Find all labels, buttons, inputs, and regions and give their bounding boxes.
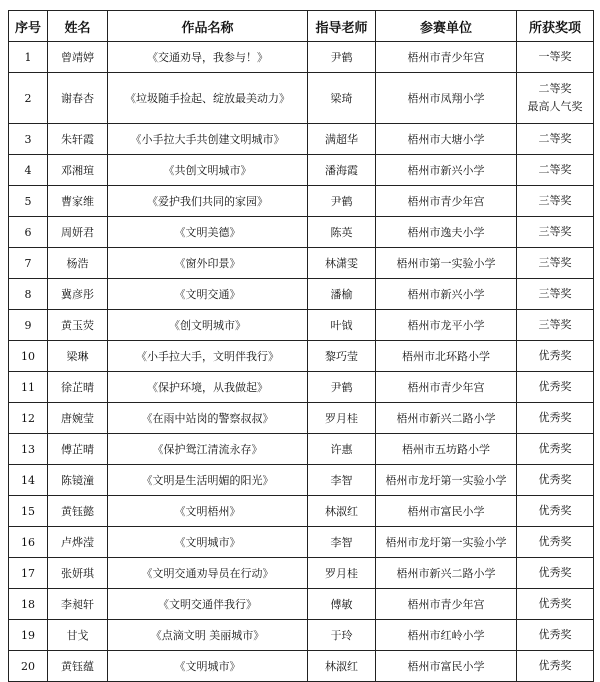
cell-name: 冀彦彤 (48, 279, 108, 310)
table-header (9, 11, 594, 42)
header-number: 序号 (9, 11, 48, 42)
cell-work-title: 《保护鸳江清流永存》 (108, 434, 308, 465)
award-label: 优秀奖 (538, 535, 572, 548)
cell-name: 朱轩霞 (48, 124, 108, 155)
cell-unit: 梧州市青少年宫 (376, 186, 517, 217)
cell-work-title: 《交通劝导，我参与！》 (108, 42, 308, 73)
cell-award (517, 73, 594, 124)
cell-unit: 梧州市北环路小学 (376, 341, 517, 372)
award-label: 优秀奖 (538, 659, 572, 672)
cell-work-title: 《文明美德》 (108, 217, 308, 248)
cell-work-title: 《创文明城市》 (108, 310, 308, 341)
cell-number: 6 (9, 217, 48, 248)
cell-number: 20 (9, 651, 48, 682)
cell-teacher: 尹鹤 (308, 186, 376, 217)
cell-number: 1 (9, 42, 48, 73)
cell-number: 17 (9, 558, 48, 589)
cell-unit: 梧州市第一实验小学 (376, 248, 517, 279)
cell-teacher: 林潇雯 (308, 248, 376, 279)
cell-award (517, 217, 594, 248)
header-name: 姓名 (48, 11, 108, 42)
cell-number: 19 (9, 620, 48, 651)
cell-work-title: 《文明是生活明媚的阳光》 (108, 465, 308, 496)
cell-award (517, 651, 594, 682)
cell-work-title: 《文明城市》 (108, 527, 308, 558)
cell-award (517, 124, 594, 155)
table-row (9, 558, 594, 589)
cell-teacher: 李智 (308, 465, 376, 496)
cell-number: 15 (9, 496, 48, 527)
cell-teacher: 罗月桂 (308, 558, 376, 589)
cell-name: 傅芷晴 (48, 434, 108, 465)
cell-unit: 梧州市凤翔小学 (376, 73, 517, 124)
cell-unit: 梧州市富民小学 (376, 651, 517, 682)
cell-name: 卢烨滢 (48, 527, 108, 558)
table-row (9, 434, 594, 465)
cell-teacher: 叶钺 (308, 310, 376, 341)
cell-name: 黄玉荧 (48, 310, 108, 341)
cell-teacher: 梁琦 (308, 73, 376, 124)
cell-work-title: 《文明交通》 (108, 279, 308, 310)
cell-name: 唐婉莹 (48, 403, 108, 434)
cell-teacher: 许惠 (308, 434, 376, 465)
cell-unit: 梧州市新兴二路小学 (376, 403, 517, 434)
cell-number: 10 (9, 341, 48, 372)
cell-award (517, 372, 594, 403)
cell-name: 徐芷晴 (48, 372, 108, 403)
cell-award (517, 620, 594, 651)
table-row (9, 279, 594, 310)
cell-work-title: 《点滴文明 美丽城市》 (108, 620, 308, 651)
cell-work-title: 《爱护我们共同的家园》 (108, 186, 308, 217)
table-row (9, 527, 594, 558)
award-label: 优秀奖 (538, 566, 572, 579)
cell-name: 黄钰懿 (48, 496, 108, 527)
table-row (9, 248, 594, 279)
cell-number: 2 (9, 73, 48, 124)
table-row (9, 310, 594, 341)
cell-number: 7 (9, 248, 48, 279)
cell-award (517, 589, 594, 620)
cell-unit: 梧州市青少年宫 (376, 372, 517, 403)
cell-name: 曹家维 (48, 186, 108, 217)
cell-number: 8 (9, 279, 48, 310)
cell-unit: 梧州市新兴二路小学 (376, 558, 517, 589)
cell-work-title: 《共创文明城市》 (108, 155, 308, 186)
cell-work-title: 《小手拉大手共创建文明城市》 (108, 124, 308, 155)
cell-teacher: 尹鹤 (308, 42, 376, 73)
cell-unit: 梧州市龙圩第一实验小学 (376, 527, 517, 558)
table-row (9, 651, 594, 682)
cell-teacher: 于玲 (308, 620, 376, 651)
award-list-sheet (8, 10, 593, 682)
cell-number: 11 (9, 372, 48, 403)
cell-unit: 梧州市龙圩第一实验小学 (376, 465, 517, 496)
cell-teacher: 林淑红 (308, 496, 376, 527)
cell-unit: 梧州市龙平小学 (376, 310, 517, 341)
header-teacher: 指导老师 (308, 11, 376, 42)
cell-unit: 梧州市五坊路小学 (376, 434, 517, 465)
cell-teacher: 傅敏 (308, 589, 376, 620)
cell-work-title: 《小手拉大手，文明伴我行》 (108, 341, 308, 372)
cell-award (517, 527, 594, 558)
cell-award (517, 155, 594, 186)
award-label: 三等奖 (538, 256, 572, 269)
cell-award (517, 279, 594, 310)
cell-teacher: 李智 (308, 527, 376, 558)
cell-award (517, 558, 594, 589)
cell-unit: 梧州市逸夫小学 (376, 217, 517, 248)
award-table (8, 10, 594, 682)
cell-name: 甘戈 (48, 620, 108, 651)
cell-name: 邓湘瑄 (48, 155, 108, 186)
cell-teacher: 潘榆 (308, 279, 376, 310)
cell-number: 14 (9, 465, 48, 496)
cell-award (517, 403, 594, 434)
cell-name: 周妍君 (48, 217, 108, 248)
cell-unit: 梧州市富民小学 (376, 496, 517, 527)
cell-number: 12 (9, 403, 48, 434)
award-label: 优秀奖 (538, 504, 572, 517)
table-row (9, 589, 594, 620)
award-label: 三等奖 (538, 225, 572, 238)
table-row (9, 372, 594, 403)
cell-name: 张妍琪 (48, 558, 108, 589)
cell-work-title: 《在雨中站岗的警察叔叔》 (108, 403, 308, 434)
cell-award (517, 42, 594, 73)
cell-number: 5 (9, 186, 48, 217)
award-label: 二等奖 (538, 132, 572, 145)
cell-award (517, 341, 594, 372)
cell-teacher: 黎巧莹 (308, 341, 376, 372)
cell-unit: 梧州市红岭小学 (376, 620, 517, 651)
table-row (9, 186, 594, 217)
cell-teacher: 罗月桂 (308, 403, 376, 434)
cell-award (517, 496, 594, 527)
cell-name: 杨浩 (48, 248, 108, 279)
header-award: 所获奖项 (517, 11, 594, 42)
cell-unit: 梧州市大塘小学 (376, 124, 517, 155)
cell-award (517, 186, 594, 217)
table-row (9, 42, 594, 73)
cell-teacher: 陈英 (308, 217, 376, 248)
award-label: 二等奖 (538, 82, 572, 95)
cell-number: 16 (9, 527, 48, 558)
cell-number: 18 (9, 589, 48, 620)
table-body (9, 42, 594, 682)
cell-name: 曾靖婷 (48, 42, 108, 73)
award-label: 优秀奖 (538, 597, 572, 610)
cell-work-title: 《文明城市》 (108, 651, 308, 682)
cell-number: 13 (9, 434, 48, 465)
cell-unit: 梧州市青少年宫 (376, 589, 517, 620)
cell-teacher: 林淑红 (308, 651, 376, 682)
table-row (9, 124, 594, 155)
cell-award (517, 434, 594, 465)
award-label: 优秀奖 (538, 349, 572, 362)
cell-unit: 梧州市新兴小学 (376, 155, 517, 186)
cell-work-title: 《垃圾随手捡起、绽放最美动力》 (108, 73, 308, 124)
award-label: 三等奖 (538, 194, 572, 207)
cell-teacher: 尹鹤 (308, 372, 376, 403)
table-row (9, 465, 594, 496)
cell-name: 谢春杏 (48, 73, 108, 124)
award-label: 优秀奖 (538, 628, 572, 641)
award-label: 三等奖 (538, 318, 572, 331)
award-label: 三等奖 (538, 287, 572, 300)
cell-work-title: 《文明交通伴我行》 (108, 589, 308, 620)
cell-teacher: 满超华 (308, 124, 376, 155)
cell-name: 梁琳 (48, 341, 108, 372)
table-row (9, 73, 594, 124)
cell-name: 黄钰蕴 (48, 651, 108, 682)
cell-name: 陈镜潼 (48, 465, 108, 496)
cell-work-title: 《保护环境，从我做起》 (108, 372, 308, 403)
cell-work-title: 《窗外印景》 (108, 248, 308, 279)
table-row (9, 403, 594, 434)
award-label: 优秀奖 (538, 380, 572, 393)
table-row (9, 155, 594, 186)
cell-award (517, 248, 594, 279)
table-row (9, 496, 594, 527)
cell-work-title: 《文明梧州》 (108, 496, 308, 527)
header-unit: 参赛单位 (376, 11, 517, 42)
cell-name: 李昶轩 (48, 589, 108, 620)
cell-number: 4 (9, 155, 48, 186)
table-row (9, 341, 594, 372)
cell-work-title: 《文明交通劝导员在行动》 (108, 558, 308, 589)
award-label: 最高人气奖 (527, 100, 583, 113)
award-label: 优秀奖 (538, 411, 572, 424)
cell-number: 9 (9, 310, 48, 341)
cell-award (517, 465, 594, 496)
award-label: 优秀奖 (538, 473, 572, 486)
award-label: 二等奖 (538, 163, 572, 176)
award-label: 一等奖 (538, 50, 572, 63)
cell-unit: 梧州市新兴小学 (376, 279, 517, 310)
table-row (9, 620, 594, 651)
cell-teacher: 潘海霞 (308, 155, 376, 186)
cell-award (517, 310, 594, 341)
cell-unit: 梧州市青少年宫 (376, 42, 517, 73)
cell-number: 3 (9, 124, 48, 155)
header-work-title: 作品名称 (108, 11, 308, 42)
award-label: 优秀奖 (538, 442, 572, 455)
header-row (9, 11, 594, 42)
table-row (9, 217, 594, 248)
